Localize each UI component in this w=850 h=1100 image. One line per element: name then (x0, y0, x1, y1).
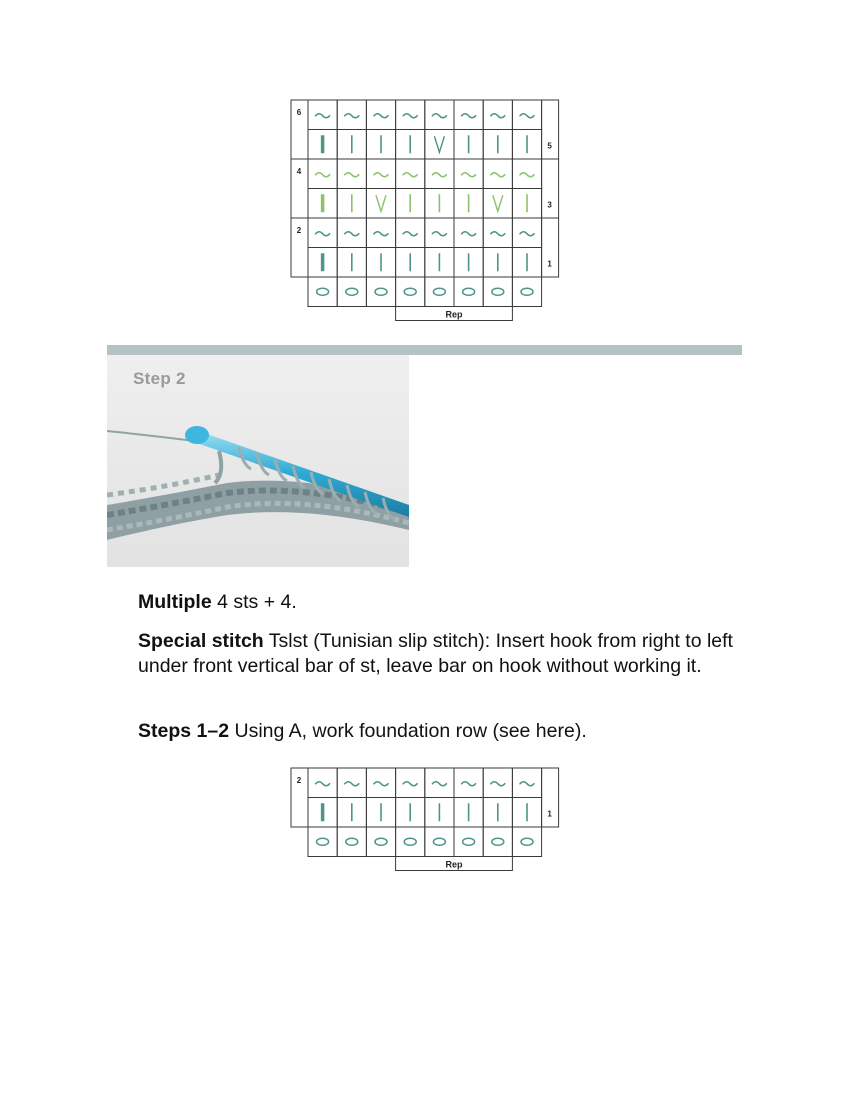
chain-symbol (346, 838, 358, 845)
row-number-left: 4 (296, 167, 302, 176)
special-stitch-value: Tslst (Tunisian slip stitch): Insert hook from right to left under front vertical bar of st, leave bar on hook without working it. (138, 630, 733, 677)
return-pass-symbol (374, 782, 388, 786)
chain-symbol (375, 838, 387, 845)
chain-symbol (521, 838, 533, 845)
chart-cell (308, 827, 337, 857)
chart-cell (454, 827, 483, 857)
chart-cell (483, 827, 512, 857)
multiple-label: Multiple (138, 591, 212, 613)
return-pass-symbol (491, 782, 505, 786)
chain-symbol (404, 838, 416, 845)
steps-label: Steps 1–2 (138, 720, 230, 742)
row-number-right: 5 (547, 141, 552, 151)
chain-symbol (492, 838, 504, 845)
return-pass-symbol (316, 782, 330, 786)
return-pass-symbol (462, 782, 476, 786)
chart-cell (396, 827, 425, 857)
return-pass-symbol (520, 782, 534, 786)
row-number-left: 6 (296, 108, 302, 117)
row-number-left: 2 (296, 226, 302, 235)
multiple-value: 4 sts + 4. (211, 591, 297, 613)
rep-label: Rep (445, 309, 463, 320)
return-pass-symbol (345, 782, 359, 786)
chart-cell (366, 827, 395, 857)
row-number-right: 3 (547, 200, 552, 210)
special-stitch-label: Special stitch (138, 630, 264, 652)
chart-cell (425, 827, 454, 857)
steps-value: Using A, work foundation row (see here). (229, 720, 587, 742)
chart-cell (337, 827, 366, 857)
row-number-right: 1 (547, 259, 552, 269)
row-number-left: 2 (296, 776, 302, 785)
chain-symbol (317, 838, 329, 845)
chart-cell (512, 827, 541, 857)
chain-symbol (433, 838, 445, 845)
chain-symbol (463, 838, 475, 845)
return-pass-symbol (403, 782, 417, 786)
return-pass-symbol (432, 782, 446, 786)
row-number-right: 1 (547, 809, 552, 819)
rep-label: Rep (445, 859, 463, 870)
step-label: Step 2 (133, 369, 186, 388)
